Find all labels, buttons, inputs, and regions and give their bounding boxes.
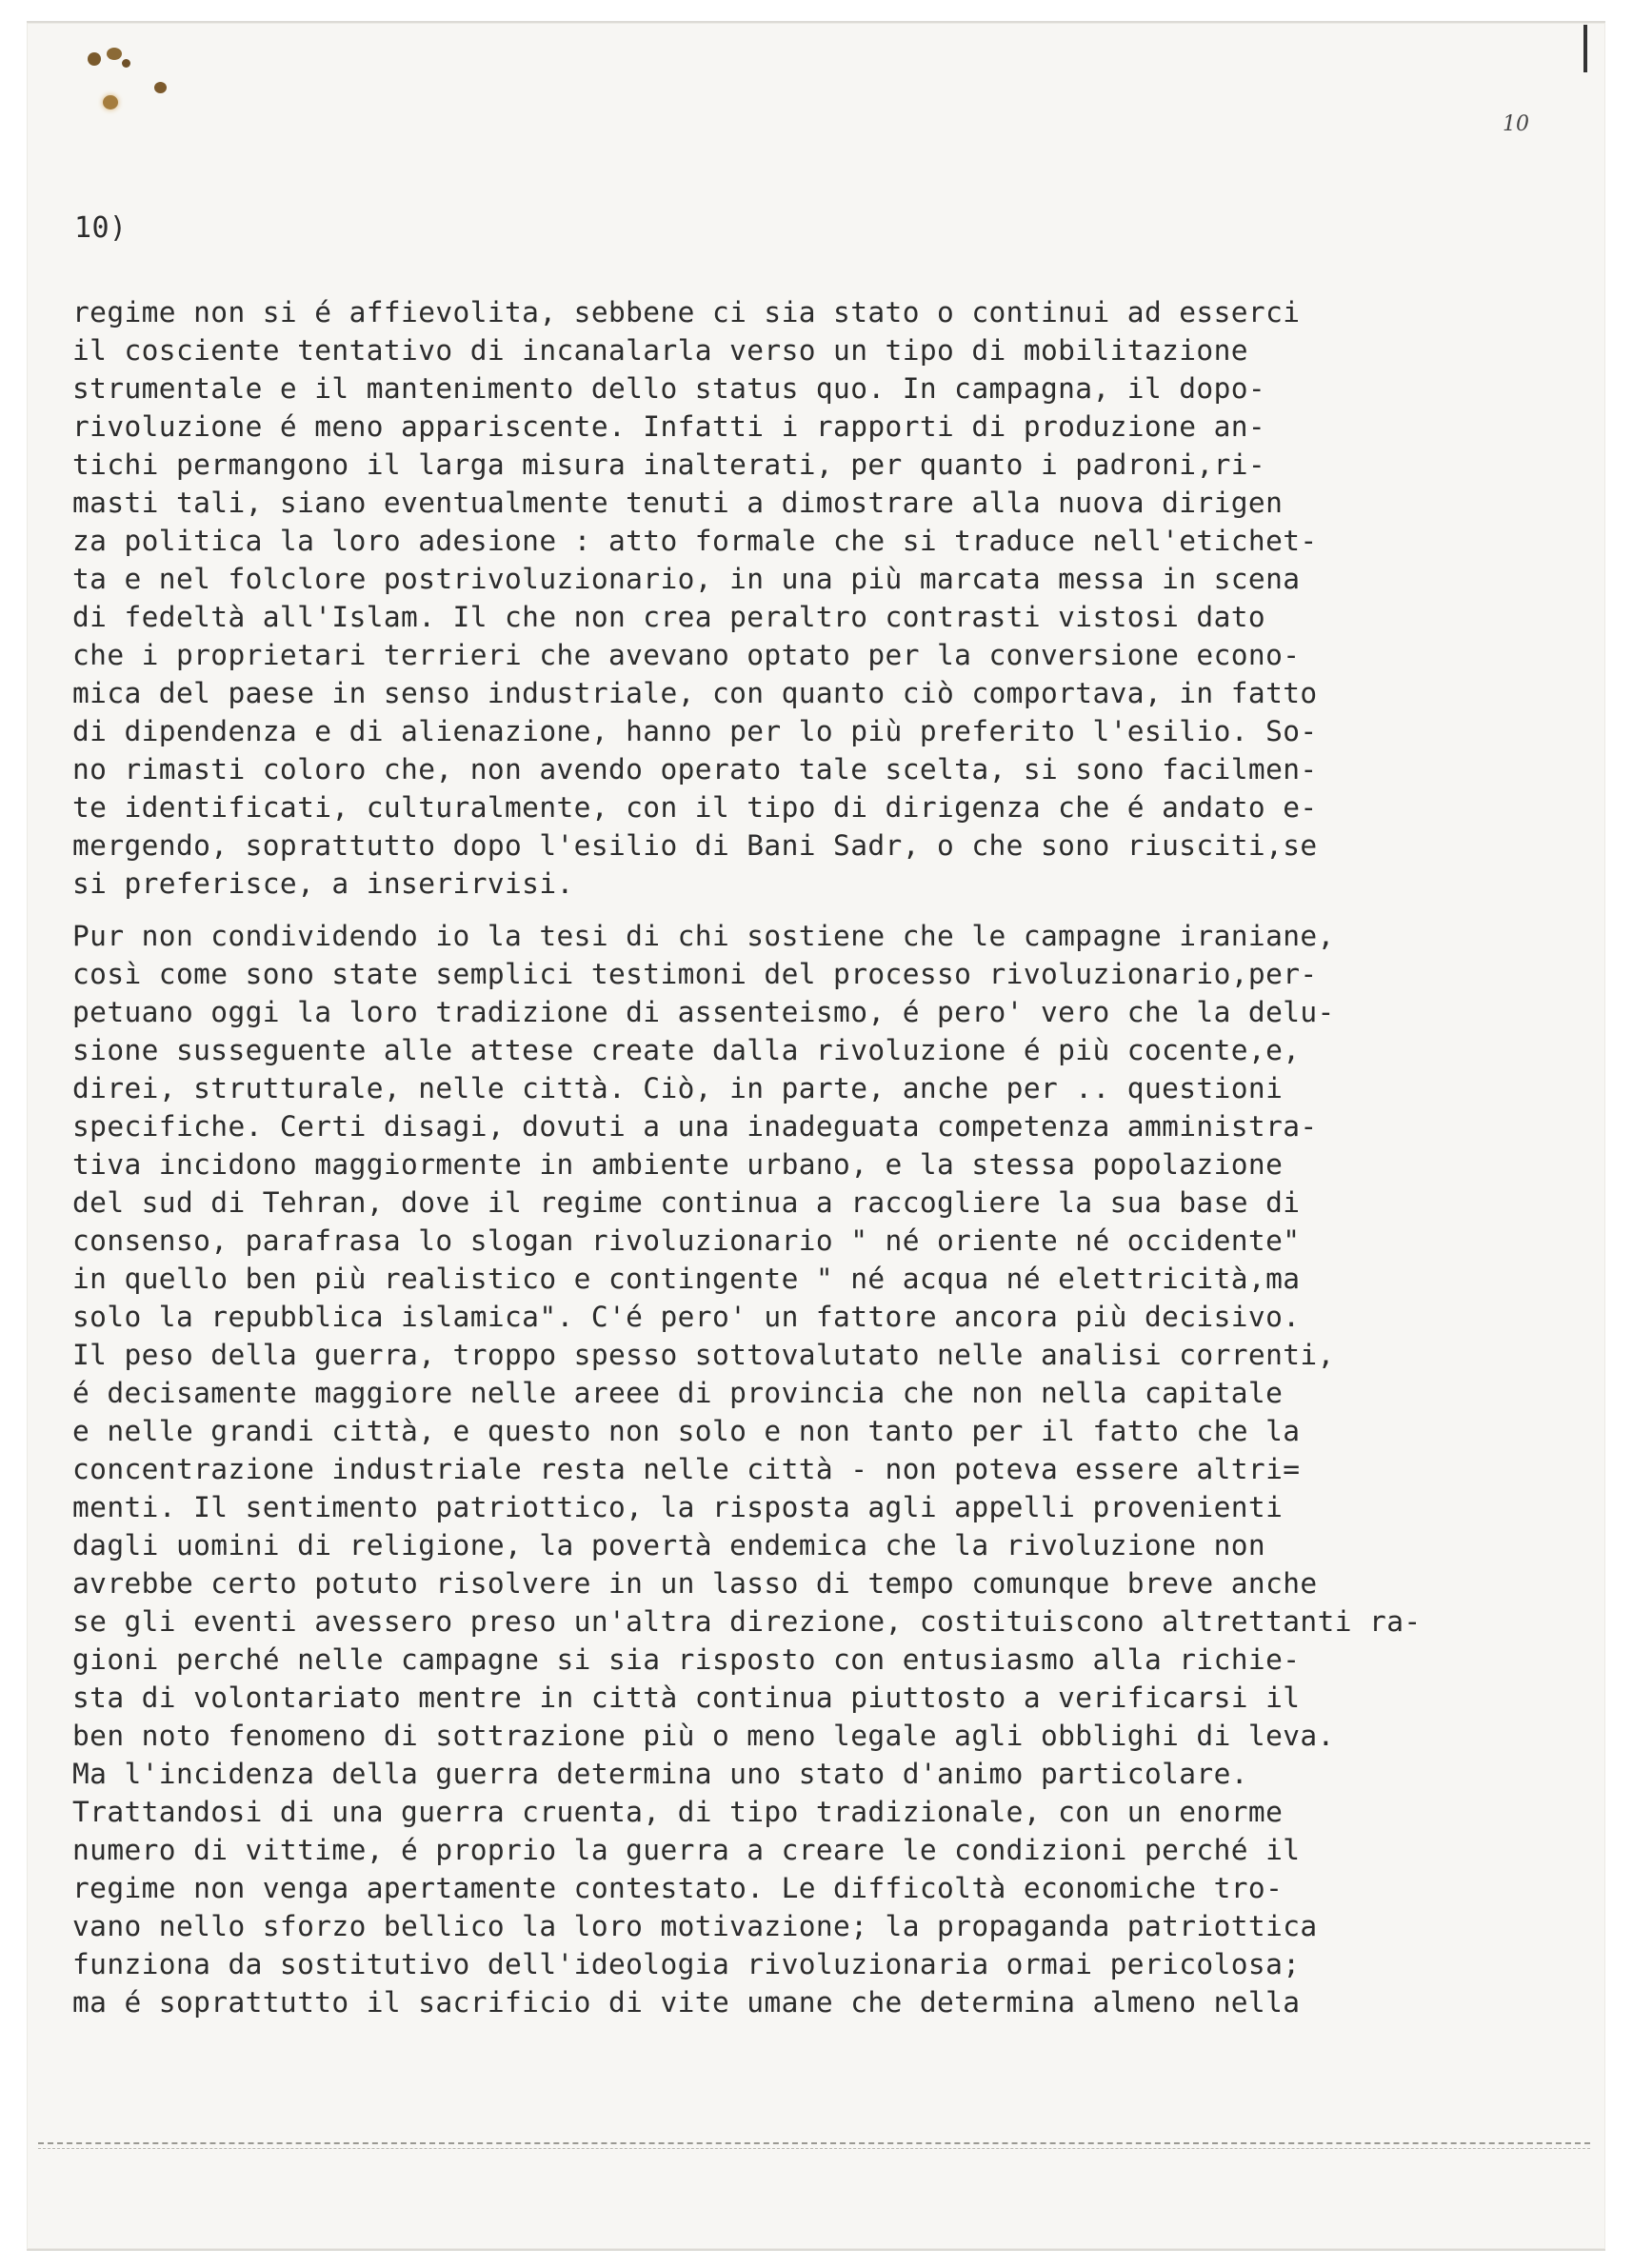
text-line: menti. Il sentimento patriottico, la risposta agli appelli provenienti [72,1491,1284,1523]
text-line: ben noto fenomeno di sottrazione più o meno legale agli obblighi di leva. [72,1720,1335,1752]
page-edge-mark [1583,25,1587,72]
text-line: no rimasti coloro che, non avendo operato tale scelta, si sono facilmen- [72,753,1318,786]
text-line: mica del paese in senso industriale, con quanto ciò comportava, in fatto [72,677,1318,709]
text-line: tiva incidono maggiormente in ambiente urbano, e la stessa popolazione [72,1148,1284,1181]
text-line: il cosciente tentativo di incanalarla verso un tipo di mobilitazione [72,334,1248,367]
text-line: masti tali, siano eventualmente tenuti a dimostrare alla nuova dirigen [72,487,1284,519]
text-line: ta e nel folclore postrivoluzionario, in una più marcata messa in scena [72,563,1301,595]
text-line: direi, strutturale, nelle città. Ciò, in parte, anche per .. questioni [72,1072,1284,1104]
stain-spot [88,52,101,66]
text-line: si preferisce, a inserirvisi. [72,867,574,900]
text-line: gioni perché nelle campagne si sia risposto con entusiasmo alla richie- [72,1643,1301,1676]
text-line: avrebbe certo potuto risolvere in un lasso di tempo comunque breve anche [72,1567,1318,1600]
handwritten-page-number: 10 [1503,112,1529,136]
text-line: tichi permangono il larga misura inalterati, per quanto i padroni,ri- [72,448,1266,481]
text-line: se gli eventi avessero preso un'altra direzione, costituiscono altrettanti ra- [72,1605,1422,1638]
text-line: che i proprietari terrieri che avevano optato per la conversione econo- [72,639,1301,671]
text-line: te identificati, culturalmente, con il tipo di dirigenza che é andato e- [72,791,1318,824]
text-line: rivoluzione é meno appariscente. Infatti i rapporti di produzione an- [72,410,1266,443]
text-line: di fedeltà all'Islam. Il che non crea peraltro contrasti vistosi dato [72,601,1266,633]
text-line: così come sono state semplici testimoni del processo rivoluzionario,per- [72,958,1318,990]
text-line: di dipendenza e di alienazione, hanno per lo più preferito l'esilio. So- [72,715,1318,747]
paragraph-2 [72,917,1567,2021]
text-line: dagli uomini di religione, la povertà endemica che la rivoluzione non [72,1529,1266,1562]
text-line: Ma l'incidenza della guerra determina uno stato d'animo particolare. [72,1758,1248,1790]
text-line: sione susseguente alle attese create dalla rivoluzione é più cocente,e, [72,1034,1301,1066]
bottom-rule-secondary [38,2148,1590,2149]
text-line: specifiche. Certi disagi, dovuti a una inadeguata competenza amministra- [72,1110,1318,1143]
stain-spot [154,82,167,93]
text-line: solo la repubblica islamica". C'é pero' un fattore ancora più decisivo. [72,1301,1301,1333]
text-line: numero di vittime, é proprio la guerra a creare le condizioni perché il [72,1834,1301,1866]
text-line: Pur non condividendo io la tesi di chi sostiene che le campagne iraniane, [72,920,1335,952]
text-line: petuano oggi la loro tradizione di assenteismo, é pero' vero che la delu- [72,996,1335,1028]
text-line: concentrazione industriale resta nelle città - non poteva essere altri= [72,1453,1301,1485]
page-label: 10) [74,211,128,245]
text-line: sta di volontariato mentre in città continua piuttosto a verificarsi il [72,1681,1301,1714]
stain-spot [107,48,122,60]
stain-spot [122,59,130,68]
text-line: funziona da sostitutivo dell'ideologia rivoluzionaria ormai pericolosa; [72,1948,1301,1980]
text-line: za politica la loro adesione : atto formale che si traduce nell'etichet- [72,525,1318,557]
text-line: consenso, parafrasa lo slogan rivoluzionario " né oriente né occidente" [72,1224,1301,1257]
text-line: e nelle grandi città, e questo non solo e non tanto per il fatto che la [72,1415,1301,1447]
text-line: vano nello sforzo bellico la loro motivazione; la propaganda patriottica [72,1910,1318,1942]
bottom-rule [38,2142,1590,2144]
paragraph-1 [72,293,1567,903]
text-line: in quello ben più realistico e contingente " né acqua né elettricità,ma [72,1263,1301,1295]
stain-spot [103,95,118,109]
text-line: regime non si é affievolita, sebbene ci sia stato o continui ad esserci [72,296,1301,328]
text-line: regime non venga apertamente contestato. Le difficoltà economiche tro- [72,1872,1284,1904]
text-line: mergendo, soprattutto dopo l'esilio di Bani Sadr, o che sono riusciti,se [72,829,1318,862]
text-line: é decisamente maggiore nelle areee di provincia che non nella capitale [72,1377,1284,1409]
text-line: Il peso della guerra, troppo spesso sottovalutato nelle analisi correnti, [72,1339,1335,1371]
text-line: del sud di Tehran, dove il regime continua a raccogliere la sua base di [72,1186,1301,1219]
text-line: Trattandosi di una guerra cruenta, di tipo tradizionale, con un enorme [72,1796,1284,1828]
text-line: ma é soprattutto il sacrificio di vite umane che determina almeno nella [72,1986,1301,2019]
text-line: strumentale e il mantenimento dello status quo. In campagna, il dopo- [72,372,1266,405]
